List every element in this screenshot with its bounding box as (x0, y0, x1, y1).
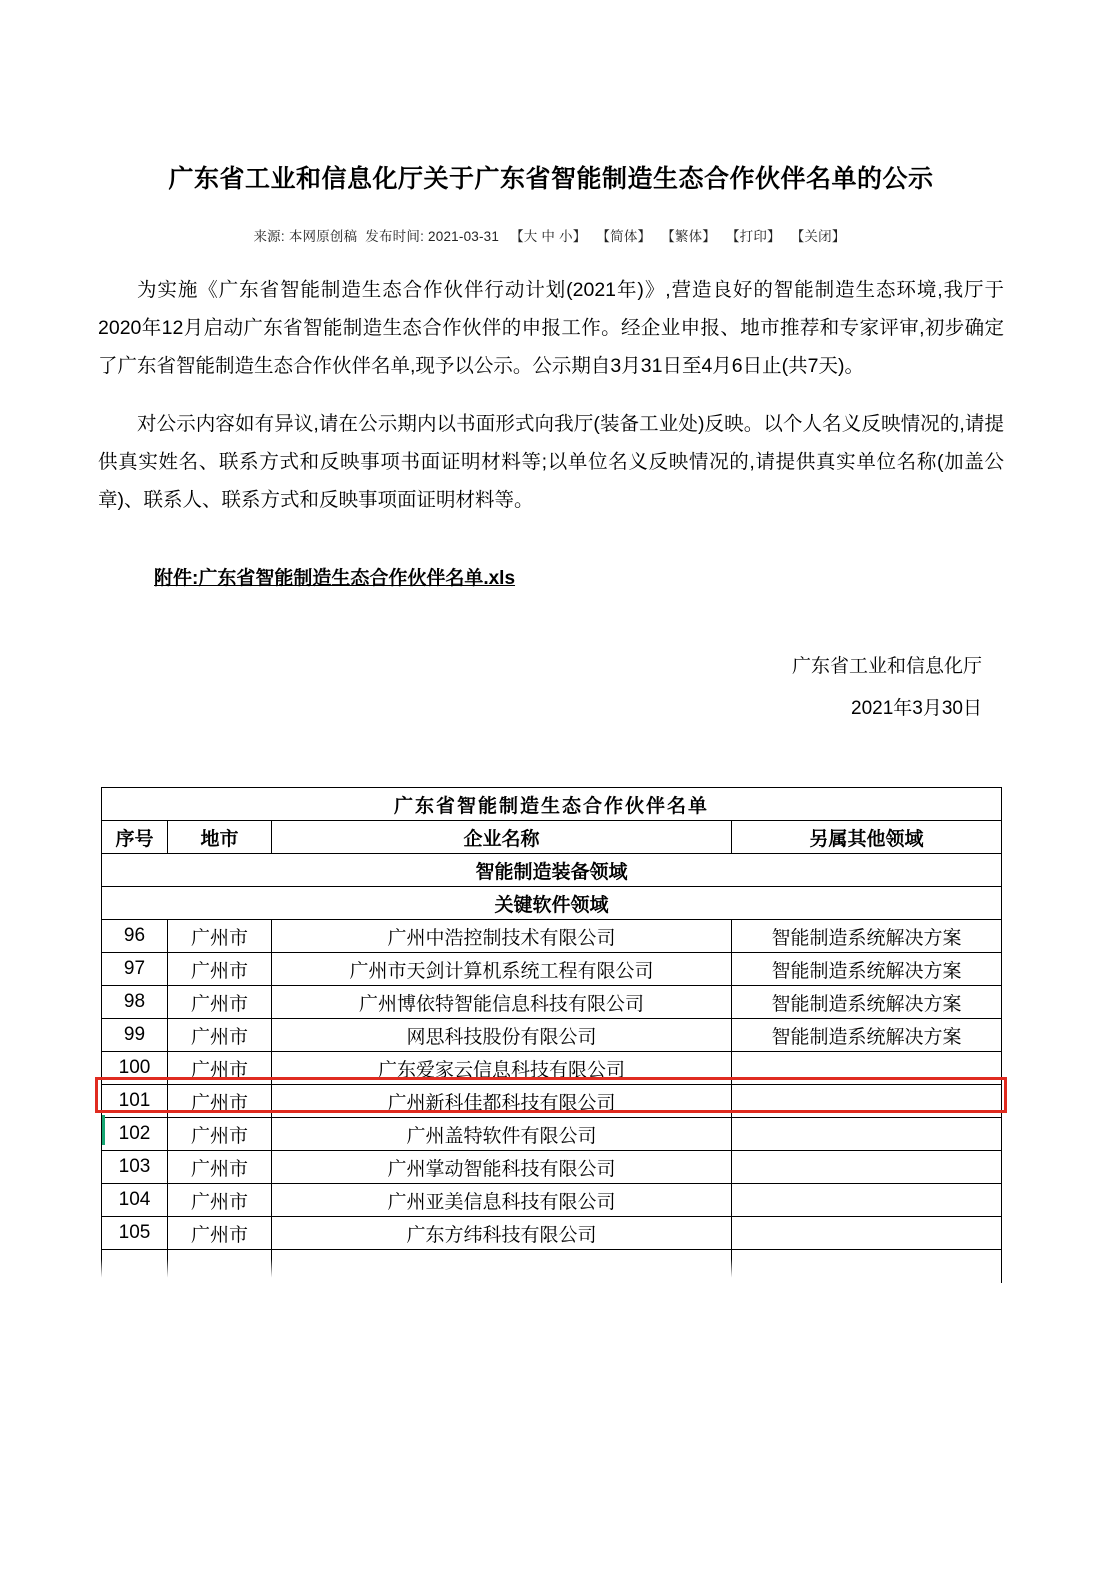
signature-date: 2021年3月30日 (851, 697, 982, 719)
publish-label: 发布时间: (365, 229, 425, 245)
cell-name: 广州博依特智能信息科技有限公司 (272, 986, 732, 1019)
cell-city: 广州市 (168, 1217, 272, 1250)
table-row (102, 1085, 1002, 1118)
section-label: 智能制造装备领域 (102, 854, 1002, 887)
table-row (102, 920, 1002, 953)
cell-other (732, 1085, 1002, 1118)
cell-city: 广州市 (168, 1184, 272, 1217)
fade-overlay (101, 1259, 1001, 1283)
cell-other (732, 1052, 1002, 1085)
cell-other: 智能制造系统解决方案 (732, 953, 1002, 986)
signature-block (98, 646, 1004, 730)
cell-name: 广东方纬科技有限公司 (272, 1217, 732, 1250)
paragraph-2: 对公示内容如有异议,请在公示期内以书面形式向我厅(装备工业处)反映。以个人名义反映情况的,请提供真实姓名、联系方式和反映事项书面证明材料等;以单位名义反映情况的,请提供真实单位名称(加盖公章)、联系人、联系方式和反映事项面证明材料等。 (98, 412, 1004, 511)
cell-no: 99 (102, 1019, 168, 1052)
cell-no: 102 (102, 1118, 168, 1151)
cell-city: 广州市 (168, 986, 272, 1019)
cell-other: 智能制造系统解决方案 (732, 1019, 1002, 1052)
section-label: 关键软件领域 (102, 887, 1002, 920)
header-city: 地市 (168, 821, 272, 854)
cell-city: 广州市 (168, 1151, 272, 1184)
print-link[interactable]: 【打印】 (725, 229, 781, 245)
cell-other (732, 1118, 1002, 1151)
table-row (102, 1052, 1002, 1085)
table-caption: 广东省智能制造生态合作伙伴名单 (102, 788, 1002, 821)
header-other: 另属其他领域 (732, 821, 1002, 854)
table-row (102, 1184, 1002, 1217)
cell-no: 103 (102, 1151, 168, 1184)
cell-no: 105 (102, 1217, 168, 1250)
signature-org: 广东省工业和信息化厅 (791, 655, 982, 677)
publish-date: 2021-03-31 (428, 229, 500, 245)
cell-no: 98 (102, 986, 168, 1019)
table-row (102, 986, 1002, 1019)
source-label: 来源: (253, 229, 285, 245)
cell-name: 网思科技股份有限公司 (272, 1019, 732, 1052)
table-row (102, 1217, 1002, 1250)
document-meta (98, 225, 1004, 245)
source-value: 本网原创稿 (288, 229, 358, 245)
section-row-software (102, 887, 1002, 920)
cell-no: 104 (102, 1184, 168, 1217)
document-body (98, 271, 1004, 519)
table-row (102, 1151, 1002, 1184)
section-row-equipment (102, 854, 1002, 887)
table-caption-row (102, 788, 1002, 821)
page-title: 广东省工业和信息化厅关于广东省智能制造生态合作伙伴名单的公示 (168, 164, 934, 193)
cell-other (732, 1151, 1002, 1184)
cell-name: 广州中浩控制技术有限公司 (272, 920, 732, 953)
paragraph-1: 为实施《广东省智能制造生态合作伙伴行动计划(2021年)》,营造良好的智能制造生态环境,我厅于2020年12月启动广东省智能制造生态合作伙伴的申报工作。经企业申报、地市推荐和专家评审,初步确定了广东省智能制造生态合作伙伴名单,现予以公示。公示期自3月31日至4月6日止(共7天)。 (98, 279, 1004, 378)
cell-no: 97 (102, 953, 168, 986)
cell-city: 广州市 (168, 953, 272, 986)
cell-name: 广东爱家云信息科技有限公司 (272, 1052, 732, 1085)
cell-city: 广州市 (168, 1085, 272, 1118)
header-name: 企业名称 (272, 821, 732, 854)
cell-no: 101 (102, 1085, 168, 1118)
cell-other (732, 1184, 1002, 1217)
font-size-control[interactable]: 【大 中 小】 (510, 229, 587, 245)
row-marker (102, 1115, 105, 1145)
cell-name: 广州新科佳都科技有限公司 (272, 1085, 732, 1118)
cell-other (732, 1217, 1002, 1250)
traditional-link[interactable]: 【繁体】 (661, 229, 716, 245)
cell-no: 96 (102, 920, 168, 953)
partner-table (101, 787, 1002, 1283)
cell-name: 广州盖特软件有限公司 (272, 1118, 732, 1151)
table-row-highlighted (102, 1019, 1002, 1052)
cell-name: 广州掌动智能科技有限公司 (272, 1151, 732, 1184)
cell-name: 广州亚美信息科技有限公司 (272, 1184, 732, 1217)
cell-name: 广州市天剑计算机系统工程有限公司 (272, 953, 732, 986)
table-row (102, 1118, 1002, 1151)
cell-city: 广州市 (168, 1019, 272, 1052)
cell-other: 智能制造系统解决方案 (732, 986, 1002, 1019)
partner-table-wrap (101, 787, 1001, 1283)
attachment-link[interactable]: 附件:广东省智能制造生态合作伙伴名单.xls (154, 567, 516, 589)
cell-other: 智能制造系统解决方案 (732, 920, 1002, 953)
table-row (102, 953, 1002, 986)
cell-no: 100 (102, 1052, 168, 1085)
cell-city: 广州市 (168, 1118, 272, 1151)
table-header-row (102, 821, 1002, 854)
cell-city: 广州市 (168, 920, 272, 953)
cell-city: 广州市 (168, 1052, 272, 1085)
header-no: 序号 (102, 821, 168, 854)
simplified-link[interactable]: 【简体】 (596, 229, 652, 245)
close-link[interactable]: 【关闭】 (790, 229, 846, 245)
document-page (0, 17, 1102, 1576)
